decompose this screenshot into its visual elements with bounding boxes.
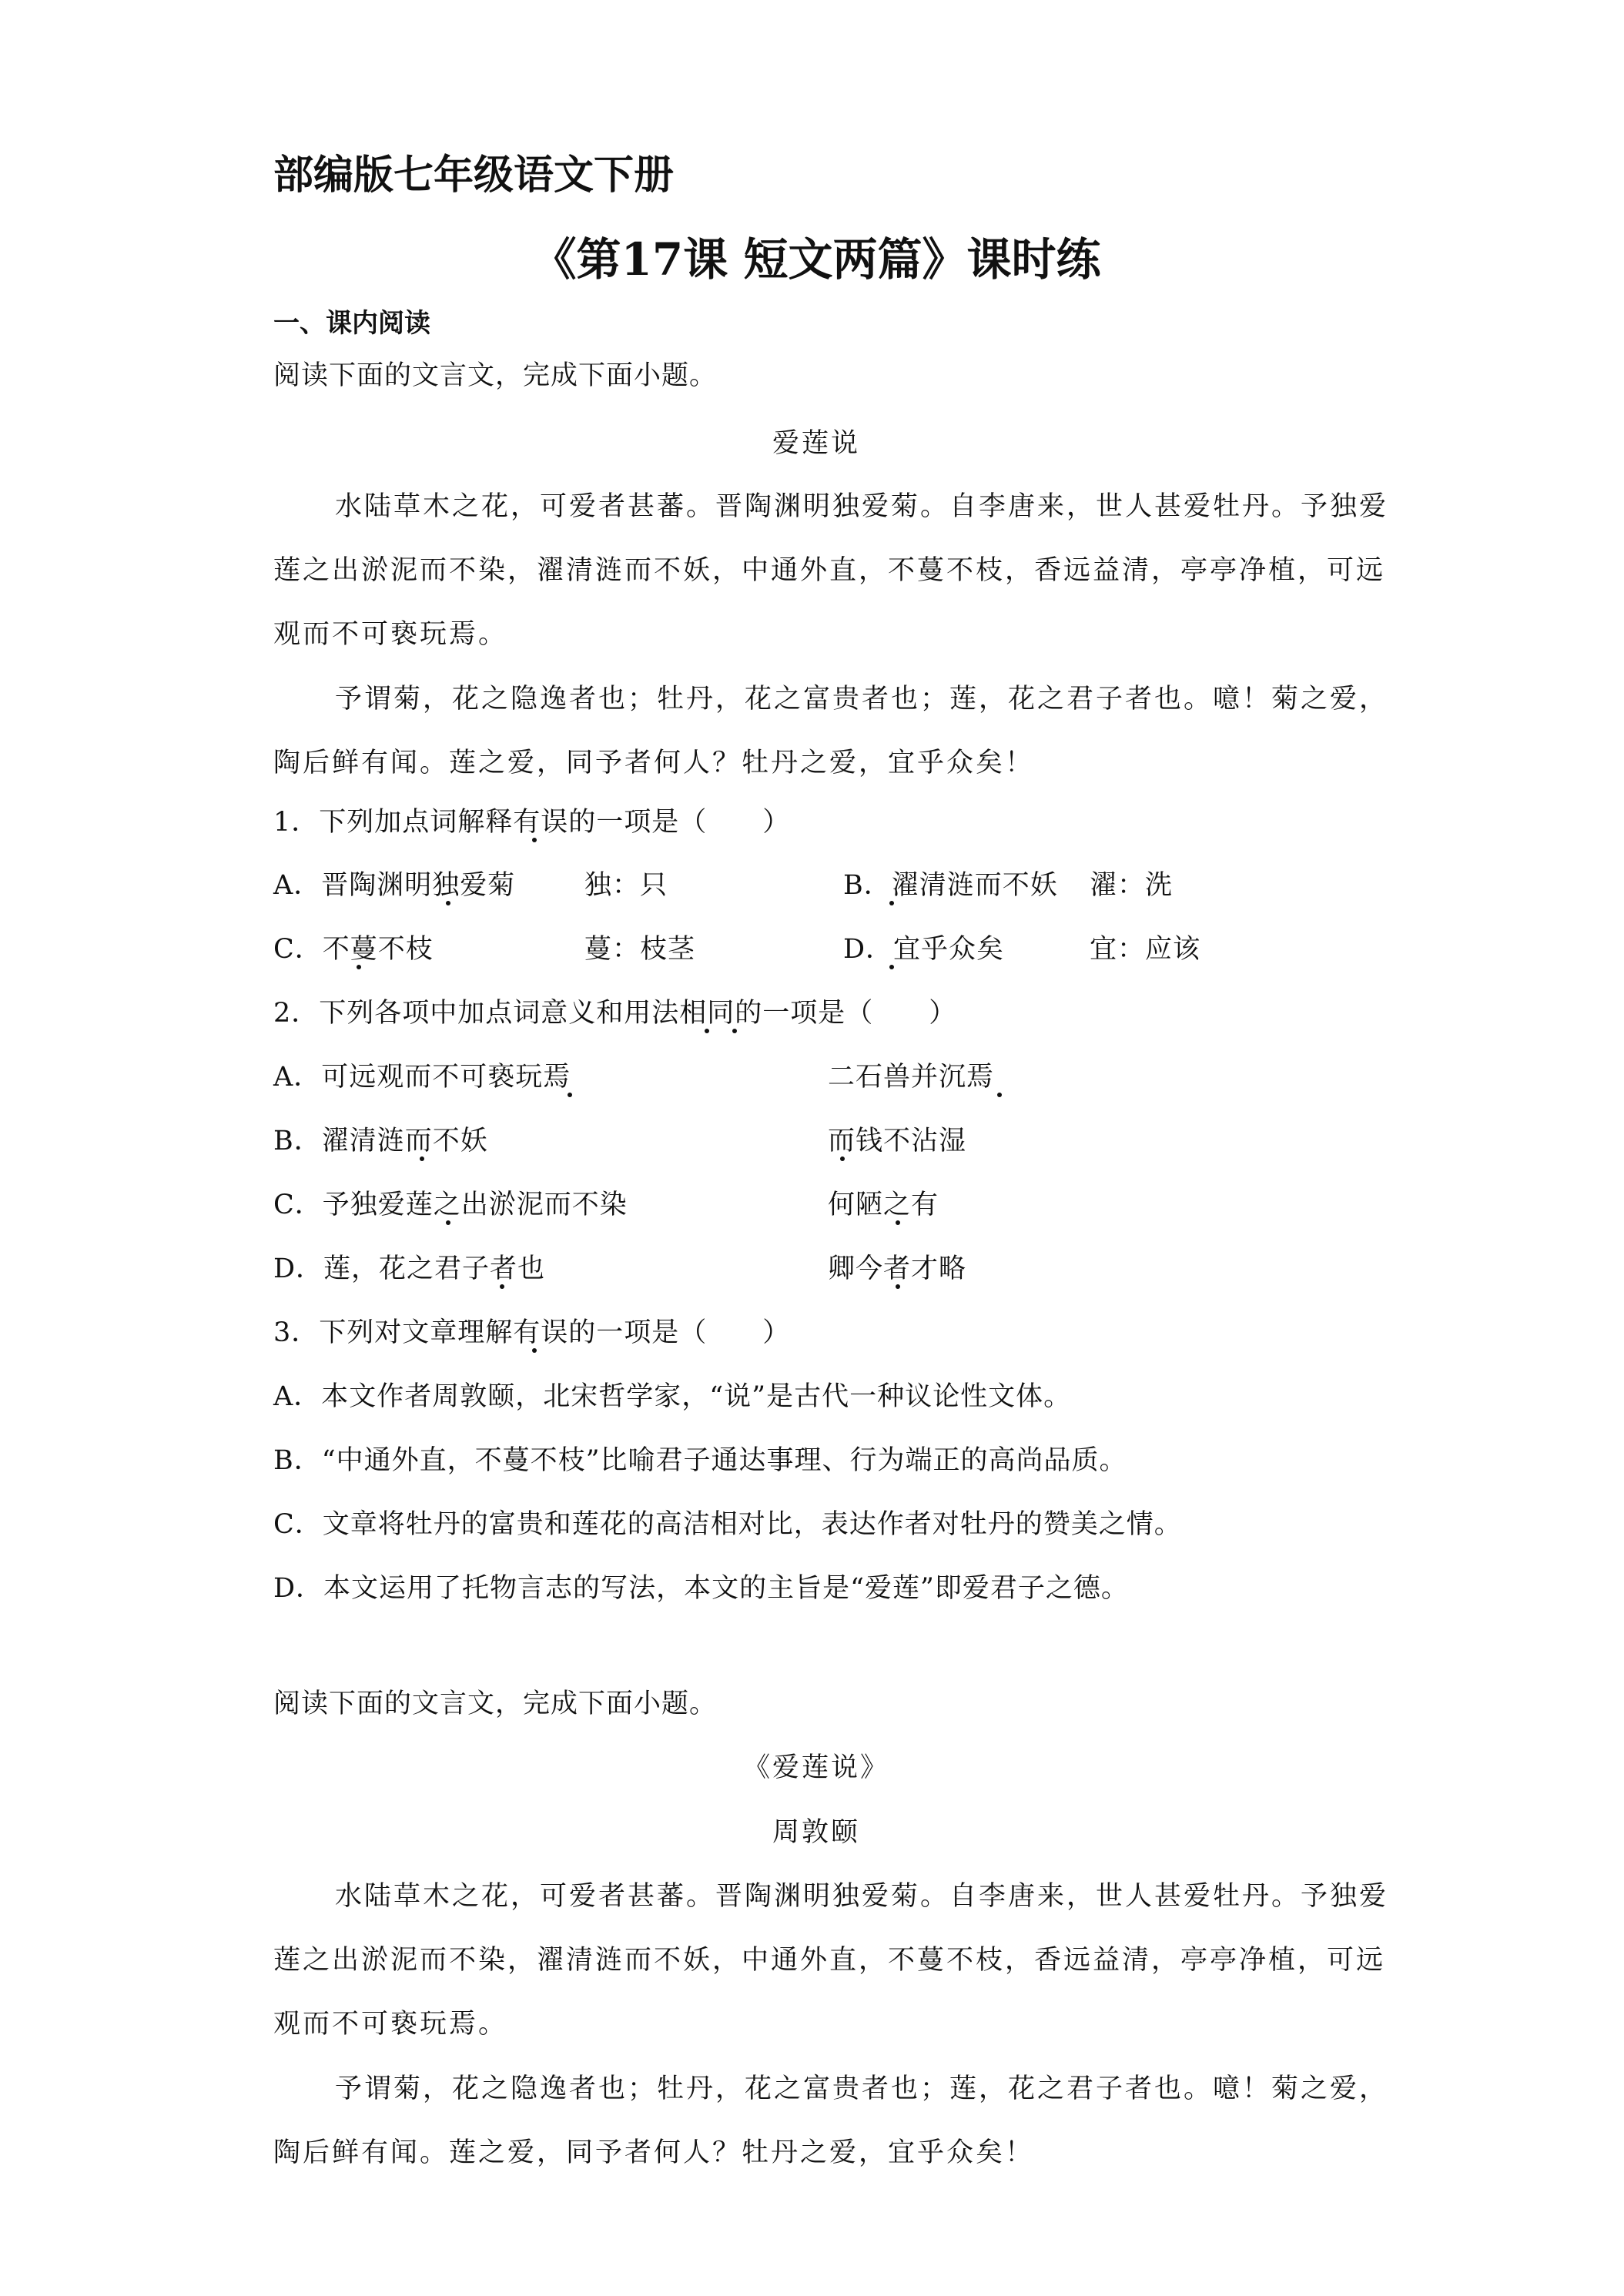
- passage-line: 予谓菊，花之隐逸者也；牡丹，花之富贵者也；莲，花之君子者也。噫！菊之爱，: [335, 2073, 1389, 2104]
- reading-instruction: 阅读下面的文言文，完成下面小题。: [273, 360, 718, 391]
- emphasis-dot: [357, 965, 361, 969]
- reading-instruction: 阅读下面的文言文，完成下面小题。: [273, 1689, 718, 1719]
- option-d-right: 卿今者才略: [828, 1253, 967, 1284]
- passage-line: 水陆草木之花，可爱者甚蕃。晋陶渊明独爱菊。自李唐来，世人甚爱牡丹。予独爱: [335, 1881, 1389, 1912]
- emphasis-dot: [420, 1156, 424, 1161]
- option-d-left: D．莲，花之君子者也: [273, 1253, 546, 1284]
- emphasis-dot: [532, 838, 537, 842]
- emphasis-dot: [896, 1220, 900, 1225]
- emphasis-dot: [997, 1093, 1002, 1097]
- emphasis-dot: [446, 1220, 450, 1225]
- emphasis-dot: [840, 1156, 845, 1161]
- option-b-right: 而钱不沾湿: [828, 1126, 967, 1156]
- option-d-text: D．宜乎众矣: [843, 934, 1005, 965]
- option-a-gloss: 独：只: [584, 870, 668, 901]
- option-b-left: B．濯清涟而不妖: [273, 1126, 488, 1156]
- option-a-text: A．晋陶渊明独爱菊: [273, 870, 516, 901]
- option-c-text: C．不蔓不枝: [273, 934, 434, 965]
- emphasis-dot: [532, 1348, 537, 1353]
- document-series-title: 部编版七年级语文下册: [273, 152, 675, 199]
- passage-line: 陶后鲜有闻。莲之爱，同予者何人？牡丹之爱，宜乎众矣！: [273, 2137, 1035, 2168]
- option-a-left: A．可远观而不可亵玩焉: [273, 1062, 571, 1093]
- emphasis-dot: [446, 901, 450, 905]
- passage-line: 水陆草木之花，可爱者甚蕃。晋陶渊明独爱菊。自李唐来，世人甚爱牡丹。予独爱: [335, 491, 1389, 522]
- document-title: 《第17课 短文两篇》课时练: [531, 233, 1101, 286]
- emphasis-dot: [896, 1284, 900, 1289]
- passage-line: 莲之出淤泥而不染，濯清涟而不妖，中通外直，不蔓不枝，香远益清，亭亭净植，可远: [273, 1945, 1386, 1976]
- emphasis-dot: [705, 1029, 709, 1033]
- passage-line: 观而不可亵玩焉。: [273, 2009, 508, 2040]
- option-c-gloss: 蔓：枝茎: [584, 934, 696, 965]
- passage-title: 《爱莲说》: [742, 1752, 889, 1783]
- passage-author: 周敦颐: [772, 1817, 860, 1848]
- passage-line: 予谓菊，花之隐逸者也；牡丹，花之富贵者也；莲，花之君子者也。噫！菊之爱，: [335, 684, 1389, 715]
- option-a-right: 二石兽并沉焉: [828, 1062, 995, 1093]
- emphasis-dot: [889, 965, 894, 969]
- passage-line: 观而不可亵玩焉。: [273, 619, 508, 650]
- option-d-gloss: 宜：应该: [1090, 934, 1201, 965]
- question-stem: 2．下列各项中加点词意义和用法相同的一项是（ ）: [273, 998, 957, 1029]
- emphasis-dot: [889, 901, 894, 905]
- section-heading: 一、课内阅读: [273, 308, 430, 339]
- option-b: B．“中通外直，不蔓不枝”比喻君子通达事理、行为端正的高尚品质。: [273, 1445, 1127, 1476]
- option-a: A．本文作者周敦颐，北宋哲学家，“说”是古代一种议论性文体。: [273, 1381, 1072, 1412]
- question-stem: 3．下列对文章理解有误的一项是（ ）: [273, 1317, 791, 1348]
- option-b-gloss: 濯：洗: [1090, 870, 1174, 901]
- option-c: C．文章将牡丹的富贵和莲花的高洁相对比，表达作者对牡丹的赞美之情。: [273, 1509, 1182, 1540]
- question-stem: 1．下列加点词解释有误的一项是（ ）: [273, 807, 791, 838]
- emphasis-dot: [500, 1284, 504, 1289]
- emphasis-dot: [732, 1029, 737, 1033]
- emphasis-dot: [568, 1093, 572, 1097]
- option-c-left: C．予独爱莲之出淤泥而不染: [273, 1190, 628, 1220]
- passage-line: 陶后鲜有闻。莲之爱，同予者何人？牡丹之爱，宜乎众矣！: [273, 748, 1035, 778]
- option-c-right: 何陋之有: [828, 1190, 939, 1220]
- passage-line: 莲之出淤泥而不染，濯清涟而不妖，中通外直，不蔓不枝，香远益清，亭亭净植，可远: [273, 555, 1386, 586]
- option-b-text: B．濯清涟而不妖: [843, 870, 1058, 901]
- option-d: D．本文运用了托物言志的写法，本文的主旨是“爱莲”即爱君子之德。: [273, 1573, 1129, 1604]
- passage-title: 爱莲说: [772, 428, 860, 459]
- document-page: [273, 0, 1389, 2296]
